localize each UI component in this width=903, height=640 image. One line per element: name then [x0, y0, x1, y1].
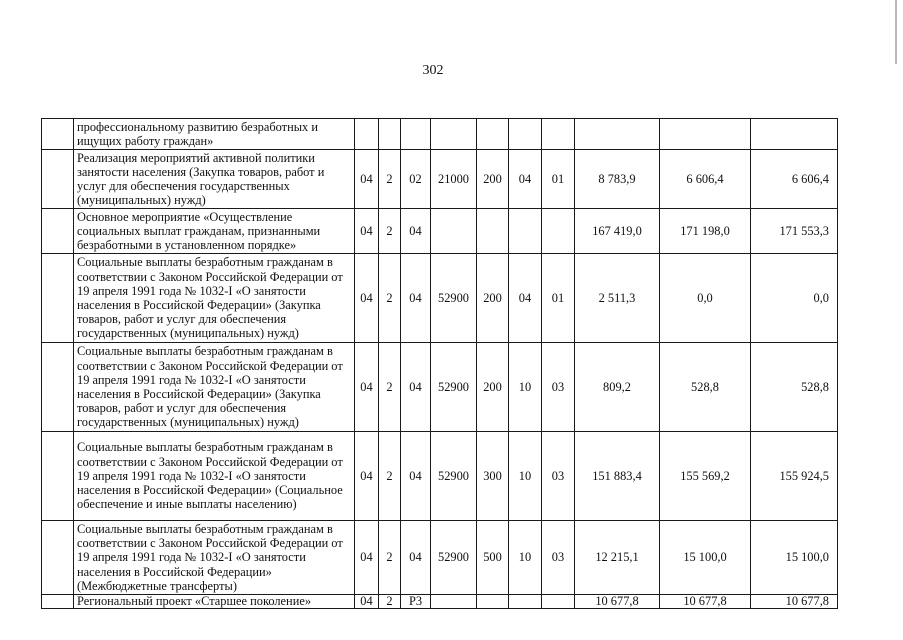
amount-year-1 [575, 119, 660, 150]
target-article-code: 52900 [431, 521, 477, 595]
row-name: Социальные выплаты безработным гражданам в соответствии с Законом Российской Федерации от 19 апреля 1991 года № 1032-I «О занятости населения в Российской Федерации» (Социальное обеспечение и иные выплаты населению) [74, 432, 355, 521]
table-row [42, 343, 838, 432]
amount-year-1: 12 215,1 [575, 521, 660, 595]
row-name: профессиональному развитию безработных и ищущих работу граждан» [74, 119, 355, 150]
budget-table [41, 118, 838, 609]
subsection-code [379, 119, 401, 150]
program-code: 04 [401, 254, 431, 343]
table-row [42, 254, 838, 343]
row-name: Региональный проект «Старшее поколение» [74, 595, 355, 609]
subsection-code: 2 [379, 343, 401, 432]
page-number: 302 [422, 63, 444, 78]
target-article-code [431, 595, 477, 609]
expense-type-code: 200 [477, 343, 509, 432]
program-code: 04 [401, 209, 431, 254]
amount-year-2: 10 677,8 [660, 595, 751, 609]
subdivision-code: 03 [542, 432, 575, 521]
table-row [42, 150, 838, 209]
row-name: Основное мероприятие «Осуществление социальных выплат гражданам, признанными безработными в установленном порядке» [74, 209, 355, 254]
amount-year-1: 10 677,8 [575, 595, 660, 609]
section-code: 04 [355, 595, 379, 609]
amount-year-2: 155 569,2 [660, 432, 751, 521]
amount-year-3 [751, 119, 838, 150]
expense-type-code [477, 119, 509, 150]
scan-edge-mark [895, 0, 897, 64]
subdivision-code: 03 [542, 343, 575, 432]
division-code: 10 [509, 521, 542, 595]
expense-type-code: 200 [477, 254, 509, 343]
division-code: 10 [509, 343, 542, 432]
row-name: Социальные выплаты безработным гражданам в соответствии с Законом Российской Федерации от 19 апреля 1991 года № 1032-I «О занятости населения в Российской Федерации» (Межбюджетные трансферты) [74, 521, 355, 595]
subdivision-code: 01 [542, 254, 575, 343]
amount-year-3: 155 924,5 [751, 432, 838, 521]
division-code: 04 [509, 254, 542, 343]
expense-type-code [477, 595, 509, 609]
subsection-code: 2 [379, 150, 401, 209]
program-code [401, 119, 431, 150]
amount-year-2 [660, 119, 751, 150]
amount-year-1: 151 883,4 [575, 432, 660, 521]
section-code: 04 [355, 150, 379, 209]
amount-year-1: 809,2 [575, 343, 660, 432]
table-body [42, 119, 838, 609]
blank-cell [42, 432, 74, 521]
subsection-code: 2 [379, 254, 401, 343]
blank-cell [42, 595, 74, 609]
blank-cell [42, 343, 74, 432]
table-row [42, 595, 838, 609]
expense-type-code [477, 209, 509, 254]
subsection-code: 2 [379, 432, 401, 521]
table-row [42, 432, 838, 521]
amount-year-3: 171 553,3 [751, 209, 838, 254]
section-code: 04 [355, 254, 379, 343]
blank-cell [42, 150, 74, 209]
amount-year-2: 15 100,0 [660, 521, 751, 595]
blank-cell [42, 119, 74, 150]
subsection-code: 2 [379, 595, 401, 609]
amount-year-3: 15 100,0 [751, 521, 838, 595]
row-name: Социальные выплаты безработным гражданам в соответствии с Законом Российской Федерации от 19 апреля 1991 года № 1032-I «О занятости населения в Российской Федерации» (Закупка товаров, работ и услуг для обеспечения государственных (муниципальных) нужд) [74, 254, 355, 343]
amount-year-3: 528,8 [751, 343, 838, 432]
subdivision-code [542, 595, 575, 609]
expense-type-code: 500 [477, 521, 509, 595]
row-name: Реализация мероприятий активной политики занятости населения (Закупка товаров, работ и услуг для обеспечения государственных (муниципальных) нужд) [74, 150, 355, 209]
program-code: 02 [401, 150, 431, 209]
target-article-code [431, 119, 477, 150]
blank-cell [42, 254, 74, 343]
target-article-code: 21000 [431, 150, 477, 209]
section-code [355, 119, 379, 150]
division-code [509, 119, 542, 150]
amount-year-2: 0,0 [660, 254, 751, 343]
section-code: 04 [355, 432, 379, 521]
section-code: 04 [355, 209, 379, 254]
table-row [42, 119, 838, 150]
table-row [42, 521, 838, 595]
division-code [509, 595, 542, 609]
row-name: Социальные выплаты безработным гражданам в соответствии с Законом Российской Федерации от 19 апреля 1991 года № 1032-I «О занятости населения в Российской Федерации» (Закупка товаров, работ и услуг для обеспечения государственных (муниципальных) нужд) [74, 343, 355, 432]
table-row [42, 209, 838, 254]
target-article-code: 52900 [431, 343, 477, 432]
section-code: 04 [355, 343, 379, 432]
amount-year-3: 0,0 [751, 254, 838, 343]
target-article-code [431, 209, 477, 254]
target-article-code: 52900 [431, 432, 477, 521]
amount-year-2: 6 606,4 [660, 150, 751, 209]
blank-cell [42, 209, 74, 254]
program-code: 04 [401, 432, 431, 521]
subdivision-code: 01 [542, 150, 575, 209]
section-code: 04 [355, 521, 379, 595]
division-code: 10 [509, 432, 542, 521]
blank-cell [42, 521, 74, 595]
amount-year-3: 10 677,8 [751, 595, 838, 609]
division-code: 04 [509, 150, 542, 209]
division-code [509, 209, 542, 254]
program-code: P3 [401, 595, 431, 609]
subsection-code: 2 [379, 521, 401, 595]
program-code: 04 [401, 521, 431, 595]
expense-type-code: 200 [477, 150, 509, 209]
amount-year-3: 6 606,4 [751, 150, 838, 209]
subdivision-code [542, 119, 575, 150]
expense-type-code: 300 [477, 432, 509, 521]
amount-year-2: 528,8 [660, 343, 751, 432]
amount-year-2: 171 198,0 [660, 209, 751, 254]
subdivision-code: 03 [542, 521, 575, 595]
subsection-code: 2 [379, 209, 401, 254]
amount-year-1: 2 511,3 [575, 254, 660, 343]
amount-year-1: 8 783,9 [575, 150, 660, 209]
target-article-code: 52900 [431, 254, 477, 343]
subdivision-code [542, 209, 575, 254]
amount-year-1: 167 419,0 [575, 209, 660, 254]
program-code: 04 [401, 343, 431, 432]
